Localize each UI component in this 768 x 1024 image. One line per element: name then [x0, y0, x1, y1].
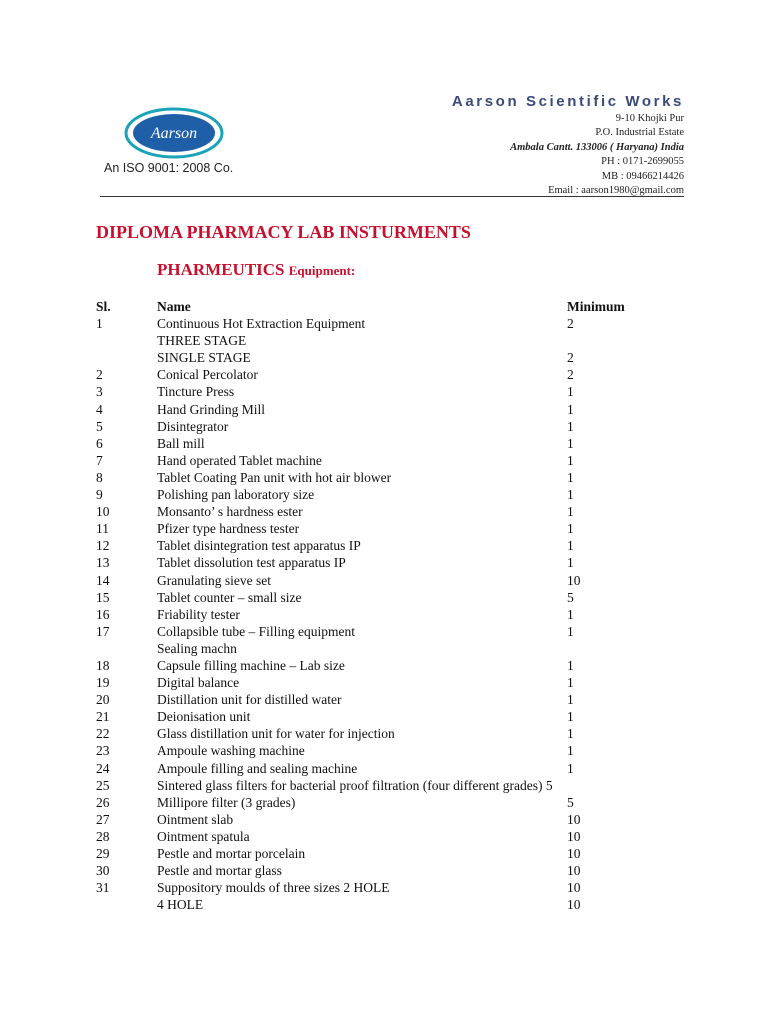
row-name: Monsanto’ s hardness ester: [157, 504, 303, 520]
row-sl: 7: [96, 452, 103, 468]
header-sl: Sl.: [96, 299, 111, 314]
table-row: [0, 332, 768, 349]
mobile: MB : 09466214426: [601, 170, 684, 182]
logo-text: Aarson: [150, 125, 198, 142]
row-name: Sealing machn: [157, 640, 237, 656]
row-sl: 11: [96, 521, 109, 537]
row-sl: 8: [96, 469, 103, 485]
row-sl: 16: [96, 606, 110, 622]
row-sl: 6: [96, 435, 103, 451]
table-row: [0, 452, 768, 469]
row-name: Ointment slab: [157, 811, 234, 827]
table-row: [0, 520, 768, 537]
table-row: [0, 811, 768, 828]
row-minimum: 1: [567, 418, 574, 434]
row-name: Deionisation unit: [157, 709, 251, 725]
row-sl: 26: [96, 794, 110, 810]
row-sl: 20: [96, 692, 110, 708]
table-row: [0, 794, 768, 811]
table-body: [0, 315, 768, 913]
row-name: Pestle and mortar porcelain: [157, 846, 306, 861]
row-minimum: 5: [567, 794, 574, 810]
row-minimum: 1: [567, 726, 574, 742]
row-sl: 18: [96, 657, 110, 673]
row-name: 4 HOLE: [157, 897, 204, 913]
table-row: [0, 760, 768, 777]
row-name: SINGLE STAGE: [157, 350, 251, 366]
row-sl: 21: [96, 709, 110, 725]
table-row: [0, 486, 768, 503]
table-row: [0, 366, 768, 383]
row-sl: 29: [96, 846, 110, 861]
table-row: [0, 589, 768, 606]
table-row: [0, 896, 768, 913]
row-name: Millipore filter (3 grades): [157, 794, 296, 810]
row-minimum: 10: [567, 880, 581, 896]
table-row: [0, 623, 768, 640]
row-name: Ampoule washing machine: [157, 743, 305, 759]
equipment-table: [0, 298, 768, 913]
table-row: [0, 537, 768, 554]
table-row: [0, 606, 768, 623]
table-row: [0, 862, 768, 879]
header-divider: [100, 196, 684, 197]
row-name: Capsule filling machine – Lab size: [157, 657, 345, 673]
table-row: [0, 315, 768, 332]
row-name: Friability tester: [157, 606, 240, 622]
phone: PH : 0171-2699055: [601, 156, 684, 168]
iso-certification: An ISO 9001: 2008 Co.: [104, 161, 234, 175]
row-name: Ointment spatula: [157, 828, 250, 844]
row-name: Tablet counter – small size: [157, 589, 302, 605]
row-sl: 9: [96, 487, 103, 503]
row-minimum: 2: [567, 367, 574, 383]
row-minimum: 10: [567, 828, 581, 844]
row-name: Tablet disintegration test apparatus IP: [157, 538, 361, 554]
row-sl: 30: [96, 863, 110, 879]
table-row: [0, 401, 768, 418]
row-minimum: 1: [567, 623, 574, 639]
company-block: [452, 92, 684, 198]
table-header-row: [0, 298, 768, 315]
row-minimum: 1: [567, 657, 574, 673]
row-minimum: 1: [567, 692, 574, 708]
row-name: Polishing pan laboratory size: [157, 487, 315, 503]
table-row: [0, 418, 768, 435]
table-row: [0, 503, 768, 520]
row-sl: 1: [96, 316, 103, 332]
row-minimum: 1: [567, 555, 574, 571]
row-name: Pestle and mortar glass: [157, 863, 282, 879]
row-minimum: 1: [567, 521, 574, 537]
row-name: THREE STAGE: [157, 333, 247, 349]
row-minimum: 1: [567, 538, 574, 554]
row-minimum: 10: [567, 572, 581, 588]
table-row: [0, 469, 768, 486]
row-name: Tincture Press: [157, 384, 235, 400]
row-name: Suppository moulds of three sizes 2 HOLE: [157, 880, 390, 896]
row-minimum: 5: [567, 589, 574, 605]
row-minimum: 2: [567, 316, 574, 332]
table-row: [0, 742, 768, 759]
row-name: Pfizer type hardness tester: [157, 521, 300, 537]
row-minimum: 1: [567, 709, 574, 725]
row-minimum: 1: [567, 401, 574, 417]
row-sl: 5: [96, 418, 103, 434]
email: Email : aarson1980@gmail.com: [548, 185, 684, 197]
row-minimum: 1: [567, 452, 574, 468]
row-sl: 4: [96, 401, 103, 417]
row-sl: 28: [96, 828, 110, 844]
address-line-3: Ambala Cantt. 133006 ( Haryana) India: [510, 141, 684, 153]
row-name: Ampoule filling and sealing machine: [157, 760, 358, 776]
row-name: Granulating sieve set: [157, 572, 271, 588]
row-sl: 17: [96, 623, 110, 639]
table-row: [0, 349, 768, 366]
row-name: Continuous Hot Extraction Equipment: [157, 316, 366, 332]
table-row: [0, 691, 768, 708]
table-row: [0, 725, 768, 742]
row-minimum: 1: [567, 760, 574, 776]
row-sl: 14: [96, 572, 110, 588]
address-line-2: P.O. Industrial Estate: [595, 127, 684, 139]
section-title: [157, 260, 355, 280]
row-sl: 12: [96, 538, 110, 554]
row-minimum: 1: [567, 675, 574, 691]
row-minimum: 1: [567, 504, 574, 520]
row-name: Conical Percolator: [157, 367, 258, 383]
table-row: [0, 674, 768, 691]
row-name: Distillation unit for distilled water: [157, 692, 342, 708]
row-minimum: 1: [567, 743, 574, 759]
row-sl: 3: [96, 384, 103, 400]
row-name: Tablet dissolution test apparatus IP: [157, 555, 346, 571]
row-sl: 15: [96, 589, 110, 605]
row-minimum: 1: [567, 435, 574, 451]
row-sl: 27: [96, 811, 110, 827]
row-name: Hand Grinding Mill: [157, 401, 265, 417]
section-title-sub: Equipment:: [288, 263, 356, 278]
address-line-1: 9-10 Khojki Pur: [615, 113, 684, 124]
row-sl: 24: [96, 760, 110, 776]
row-name: Tablet Coating Pan unit with hot air blower: [157, 469, 392, 485]
row-minimum: 1: [567, 469, 574, 485]
row-name: Hand operated Tablet machine: [157, 452, 322, 468]
row-minimum: 10: [567, 863, 581, 879]
table-row: [0, 708, 768, 725]
section-title-main: PHARMEUTICS: [157, 260, 285, 279]
row-minimum: 10: [567, 846, 581, 861]
row-minimum: 10: [567, 811, 581, 827]
row-name: Ball mill: [157, 435, 205, 451]
row-name: Glass distillation unit for water for injection: [157, 726, 395, 742]
row-sl: 31: [96, 880, 110, 896]
row-sl: 10: [96, 504, 110, 520]
table-row: [0, 383, 768, 400]
row-sl: 25: [96, 777, 110, 793]
table-row: [0, 845, 768, 862]
row-minimum: 1: [567, 487, 574, 503]
aarson-logo: [124, 107, 224, 159]
header-name: Name: [157, 299, 191, 314]
row-name: Disintegrator: [157, 418, 229, 434]
table-row: [0, 777, 768, 794]
row-name: Digital balance: [157, 675, 240, 691]
row-minimum: 1: [567, 606, 574, 622]
table-row: [0, 879, 768, 896]
header-minimum: Minimum: [567, 299, 625, 314]
table-row: [0, 435, 768, 452]
row-sl: 23: [96, 743, 110, 759]
row-sl: 2: [96, 367, 103, 383]
table-row: [0, 828, 768, 845]
company-name: Aarson Scientific Works: [451, 93, 684, 110]
document-title: DIPLOMA PHARMACY LAB INSTURMENTS: [96, 222, 471, 242]
row-name: Collapsible tube – Filling equipment: [157, 623, 355, 639]
row-sl: 13: [96, 555, 110, 571]
row-minimum: 1: [567, 384, 574, 400]
table-row: [0, 640, 768, 657]
row-sl: 19: [96, 675, 110, 691]
row-sl: 22: [96, 726, 110, 742]
table-row: [0, 572, 768, 589]
row-minimum: 2: [567, 350, 574, 366]
table-row: [0, 554, 768, 571]
row-name: Sintered glass filters for bacterial proof filtration (four different grades) 5: [157, 777, 553, 793]
row-minimum: 10: [567, 897, 581, 913]
table-row: [0, 657, 768, 674]
